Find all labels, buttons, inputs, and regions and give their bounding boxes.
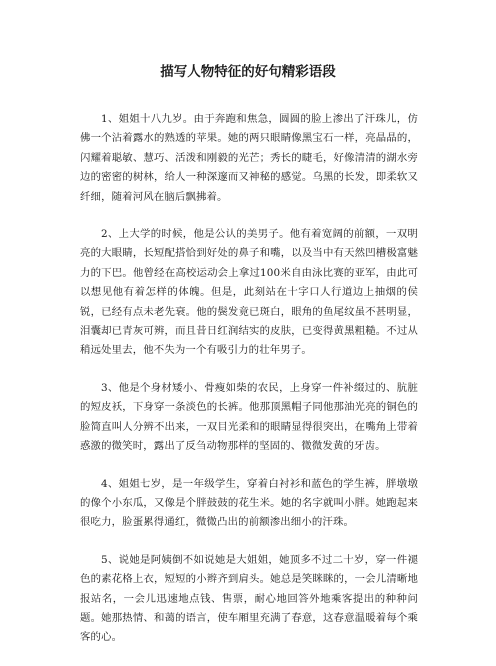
paragraph-1: 1、姐姐十八九岁。由于奔跑和焦急，圆圆的脸上渗出了汗珠儿，仿佛一个沾着露水的熟透的苹果。她的两只眼睛像黑宝石一样，亮晶晶的，闪耀着聪敏、慧巧、活泼和刚毅的光芒；秀长的睫毛，好像清清的湖水旁边的密密的树林，给人一种深邃而又神秘的感觉。乌黑的长发，即柔软又纤细，随着河风在脑后飘拂着。 [80,113,418,203]
document-body [80,110,418,666]
paragraph-4: 4、姐姐七岁，是一年级学生，穿着白衬衫和蓝色的学生裤，胖墩墩的像个小东瓜，又像是个胖鼓鼓的花生米。她的名字就叫小胖。她跑起来很吃力，脸蛋累得通红，微微凸出的前额渗出细小的汗珠。 [80,477,418,529]
paragraph-3: 3、他是个身材矮小、骨瘦如柴的农民，上身穿一件补缀过的、肮脏的短皮袄，下身穿一条淡色的长裤。他那顶黑帽子同他那油光亮的铜色的脸简直叫人分辨不出来，一双目光柔和的眼睛显得很突出，在嘴角上带着惑激的微笑时，露出了反刍动物那样的坚固的、微微发黄的牙齿。 [80,381,418,453]
paragraph-2: 2、上大学的时候，他是公认的美男子。他有着宽阔的前额，一双明亮的大眼睛，长短配搭恰到好处的鼻子和嘴，以及当中有天然凹槽极富魅力的下巴。他曾经在高校运动会上拿过100米自由泳比赛的亚军，由此可以想见他有着怎样的体魄。但是，此刻站在十字口人行道边上抽烟的侯锐，已经有点未老先衰。他的鬓发竟已斑白，眼角的鱼尾纹虽不甚明显，泪囊却已青灰可辨，而且昔日红润结实的皮肤，已变得黄黑粗糙。不过从稍远处里去，他不失为一个有吸引力的壮年男子。 [80,228,418,357]
paragraph-5: 5、说她是阿姨倒不如说她是大姐姐，她顶多不过二十岁，穿一件褪色的素花格上衣，短短的小辫齐到肩头。她总是笑眯眯的，一会儿清晰地报站名，一会儿迅速地点钱、售票，耐心地回答外地乘客提出的种种问题。她那热情、和蔼的语言，使车厢里充满了春意，这春意温暖着每个乘客的心。 [80,553,418,644]
document-title: 描写人物特征的好句精彩语段 [160,64,336,80]
